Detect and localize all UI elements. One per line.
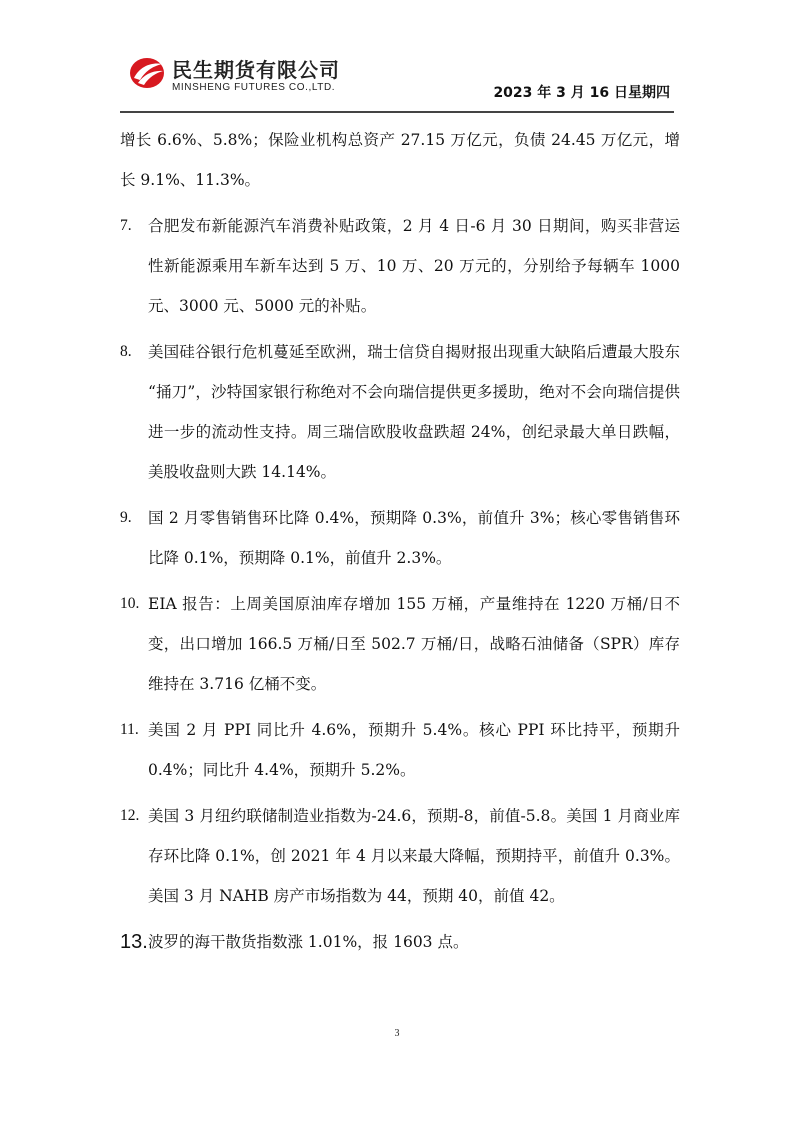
item-number: 9. xyxy=(120,509,132,526)
header-divider xyxy=(120,111,674,113)
item-text: 波罗的海干散货指数涨 1.01%，报 1603 点。 xyxy=(148,933,469,951)
news-item xyxy=(120,498,680,578)
item-number: 8. xyxy=(120,343,132,360)
logo-english-name: MINSHENG FUTURES CO.,LTD. xyxy=(172,82,336,93)
report-date: 2023 年 3 月 16 日星期四 xyxy=(493,85,670,101)
logo-chinese-name: 民生期货有限公司 xyxy=(172,58,340,82)
news-list xyxy=(120,120,680,968)
news-item xyxy=(120,206,680,326)
news-item xyxy=(120,332,680,492)
item-number: 10. xyxy=(120,595,140,612)
news-item xyxy=(120,710,680,790)
page-header xyxy=(0,0,794,120)
item-number: 7. xyxy=(120,217,132,234)
item-text: 美国 3 月纽约联储制造业指数为-24.6，预期-8，前值-5.8。美国 1 月商业库存环比降 0.1%，创 2021 年 4 月以来最大降幅，预期持平，前值升 0.3%。美国 3 月 NAHB 房产市场指数为 44，预期 40，前值 42。 xyxy=(148,807,680,905)
minsheng-logo-icon xyxy=(128,56,166,90)
continued-paragraph: 增长 6.6%、5.8%；保险业机构总资产 27.15 万亿元，负债 24.45 万亿元，增长 9.1%、11.3%。 xyxy=(120,131,680,189)
news-item xyxy=(120,922,680,962)
item-text: 美国硅谷银行危机蔓延至欧洲，瑞士信贷自揭财报出现重大缺陷后遭最大股东 “捅刀”，沙特国家银行称绝对不会向瑞信提供更多援助，绝对不会向瑞信提供进一步的流动性支持。周三瑞信欧股收盘跌超 24%，创纪录最大单日跌幅，美股收盘则大跌 14.14%。 xyxy=(148,343,680,481)
news-item xyxy=(120,796,680,916)
item-number: 12. xyxy=(120,807,140,824)
page-number: 3 xyxy=(394,1028,400,1039)
item-text: 合肥发布新能源汽车消费补贴政策，2 月 4 日-6 月 30 日期间，购买非营运性新能源乘用车新车达到 5 万、10 万、20 万元的，分别给予每辆车 1000 元、3000 元、5000 元的补贴。 xyxy=(148,217,680,315)
item-text: EIA 报告：上周美国原油库存增加 155 万桶，产量维持在 1220 万桶/日不变，出口增加 166.5 万桶/日至 502.7 万桶/日，战略石油储备（SPR）库存维持在 3.716 亿桶不变。 xyxy=(148,595,680,693)
item-text: 国 2 月零售销售环比降 0.4%，预期降 0.3%，前值升 3%；核心零售销售环比降 0.1%，预期降 0.1%，前值升 2.3%。 xyxy=(148,509,680,567)
news-item xyxy=(120,584,680,704)
company-logo xyxy=(128,54,368,102)
item-text: 美国 2 月 PPI 同比升 4.6%，预期升 5.4%。核心 PPI 环比持平，预期升 0.4%；同比升 4.4%，预期升 5.2%。 xyxy=(148,721,680,779)
item-number: 13. xyxy=(120,931,148,953)
item-number: 11. xyxy=(120,721,139,738)
